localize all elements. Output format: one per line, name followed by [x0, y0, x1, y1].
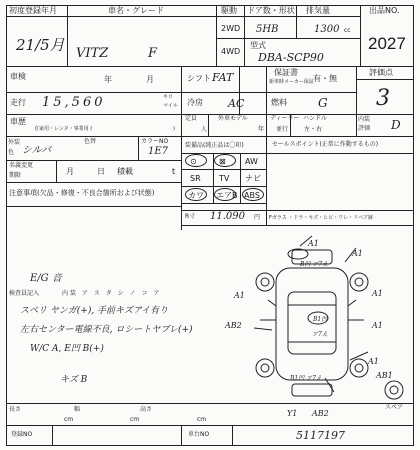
- damage-label: AB2: [312, 409, 329, 418]
- damage-label: AB1: [376, 371, 393, 380]
- capacity-unit: 人: [201, 126, 208, 133]
- mileage-unit-km: キロ: [163, 94, 174, 100]
- damage-label: A1: [368, 357, 379, 366]
- rsize-value: 11.090: [210, 211, 245, 222]
- damage-label: B凹 ア7え: [300, 261, 329, 268]
- handle-label: ハンドル: [303, 115, 328, 122]
- equip-item: SR: [190, 174, 201, 183]
- history-close: ): [173, 126, 175, 132]
- handle-value: 左・右: [304, 126, 323, 133]
- notes-title: 注意事項(欠品・修復・不良合箇所および状態): [9, 189, 155, 197]
- inspection-month: 月: [146, 75, 154, 84]
- displacement-unit: cc: [344, 27, 351, 34]
- warranty-sub: 新車時メーカー保証: [269, 79, 314, 85]
- damage-label: A1: [308, 239, 319, 248]
- color-value: シルバ: [22, 145, 52, 156]
- equip-item: エアB: [216, 191, 238, 200]
- lot-label: 出品NO.: [369, 6, 400, 15]
- capacity-label: 定員: [185, 115, 198, 122]
- mileage-label: 走行: [10, 98, 26, 107]
- damage-label: A1: [372, 321, 383, 330]
- damage-label: AB2: [225, 321, 242, 330]
- inspection-year: 年: [104, 75, 112, 84]
- damage-label: B1凹 ア7え: [290, 375, 322, 382]
- color-no-value: 1E7: [148, 146, 169, 157]
- damage-label: A1: [234, 291, 245, 300]
- dealer-label: ディーラー: [270, 115, 300, 122]
- history-label: 車歴: [10, 117, 26, 126]
- length-label: 長さ: [9, 406, 22, 413]
- note-line-2: 左右センター電線不良, ロシートヤブレ(+): [20, 325, 193, 335]
- ac-label: 冷房: [187, 98, 203, 107]
- shift-label: シフト: [187, 74, 211, 83]
- color-no-label: カラーNO: [141, 138, 169, 145]
- change-label-2: 期限: [9, 172, 22, 179]
- drive-2wd: 2WD: [221, 24, 241, 33]
- inspection-writer-label: 検査員記入: [9, 290, 40, 297]
- import-label: 外車モデル: [218, 115, 248, 122]
- mileage-value: 15,560: [42, 95, 106, 110]
- displacement-value: 1300: [314, 24, 340, 35]
- rsize-label: R寸: [185, 213, 196, 220]
- change-month: 月: [66, 167, 74, 176]
- first-reg-label: 初度登録年月: [9, 6, 57, 15]
- drive-label: 駆動: [221, 6, 237, 15]
- chassis-label: 車台NO: [188, 431, 210, 438]
- car-grade: F: [148, 46, 158, 61]
- height-unit: cm: [197, 416, 207, 423]
- reg-no-label: 登録NO: [11, 431, 33, 438]
- import-value: 年: [258, 126, 265, 133]
- damage-label: B1凹: [313, 316, 328, 323]
- sales-points: Fガラス ・ドラ・キズ・ヒビ・ワレ・リペア跡: [269, 215, 374, 221]
- warranty-label: 保証書: [274, 68, 298, 77]
- doors-label: ドア数・形状: [247, 6, 295, 15]
- interior-label: 内装: [358, 116, 371, 123]
- width-unit: cm: [130, 416, 140, 423]
- width-label: 幅: [74, 406, 81, 413]
- dealer-sub: 並行: [276, 126, 289, 133]
- score-value: 3: [376, 86, 390, 111]
- height-label: 高さ: [140, 406, 153, 413]
- equip-item: ⊙: [190, 157, 197, 166]
- note-line-3: W/C A, E凹 B(+): [30, 344, 104, 354]
- change-day: 日: [97, 167, 105, 176]
- equip-item: AW: [245, 157, 258, 166]
- length-unit: cm: [64, 416, 74, 423]
- interior-value: D: [391, 118, 401, 132]
- doors-value: 5HB: [256, 24, 279, 35]
- sales-title: セールスポイント(正常に作動するもの): [272, 141, 379, 148]
- note-line-4: キズ B: [60, 375, 88, 385]
- score-label: 評価点: [369, 68, 393, 77]
- fuel-label: 燃料: [271, 98, 287, 107]
- interior-sub: 評価: [358, 125, 371, 132]
- car-name: VITZ: [76, 46, 109, 61]
- model-label: 型式: [250, 41, 266, 50]
- inspection-label: 車検: [10, 72, 26, 81]
- equip-item: TV: [219, 174, 230, 183]
- note-eg: E/G 音: [30, 273, 62, 284]
- ac-value: AC: [228, 97, 245, 110]
- equip-item: ABS: [244, 191, 260, 200]
- equip-item: ナビ: [245, 174, 261, 183]
- note-line-1: スベリ ヤンガ(+), 手前キズアイ有り: [20, 306, 169, 316]
- equip-item: カワ: [188, 191, 204, 200]
- spare-label: スペア: [385, 404, 404, 411]
- equipment-title: 装備品(純正品は〇印): [185, 142, 244, 149]
- displacement-label: 排気量: [306, 6, 330, 15]
- outer-label: 外装: [8, 139, 21, 146]
- damage-label: ア7え: [312, 331, 328, 338]
- damage-label: Y1: [287, 409, 298, 418]
- first-reg-value: 21/5月: [16, 36, 65, 54]
- color-label: 色: [8, 149, 15, 156]
- name-grade-label: 車名・グレード: [108, 6, 164, 15]
- load-unit: t: [172, 167, 176, 176]
- model-value: DBA-SCP90: [258, 51, 324, 64]
- rsize-unit: 円: [254, 214, 261, 221]
- lot-value: 2027: [368, 34, 406, 53]
- chassis-value: 5117197: [296, 429, 345, 442]
- load-label: 積載: [117, 167, 133, 176]
- mileage-unit-mile: マイル: [163, 103, 178, 109]
- damage-label: A1: [352, 249, 363, 258]
- change-label: 名義変更: [9, 162, 34, 169]
- fuel-value: G: [318, 96, 328, 110]
- drive-4wd: 4WD: [221, 47, 241, 56]
- history-options: 自家用・レンタ・事業用 (: [34, 126, 93, 132]
- damage-label: A1: [372, 289, 383, 298]
- color-change-label: 色替: [84, 138, 97, 145]
- shift-value: FAT: [212, 71, 234, 84]
- warranty-value: 有・無: [313, 74, 337, 83]
- inspection-items: 内装 ア ス タ シ ノ コ ア: [62, 290, 162, 297]
- equip-item: ⊠: [219, 157, 226, 166]
